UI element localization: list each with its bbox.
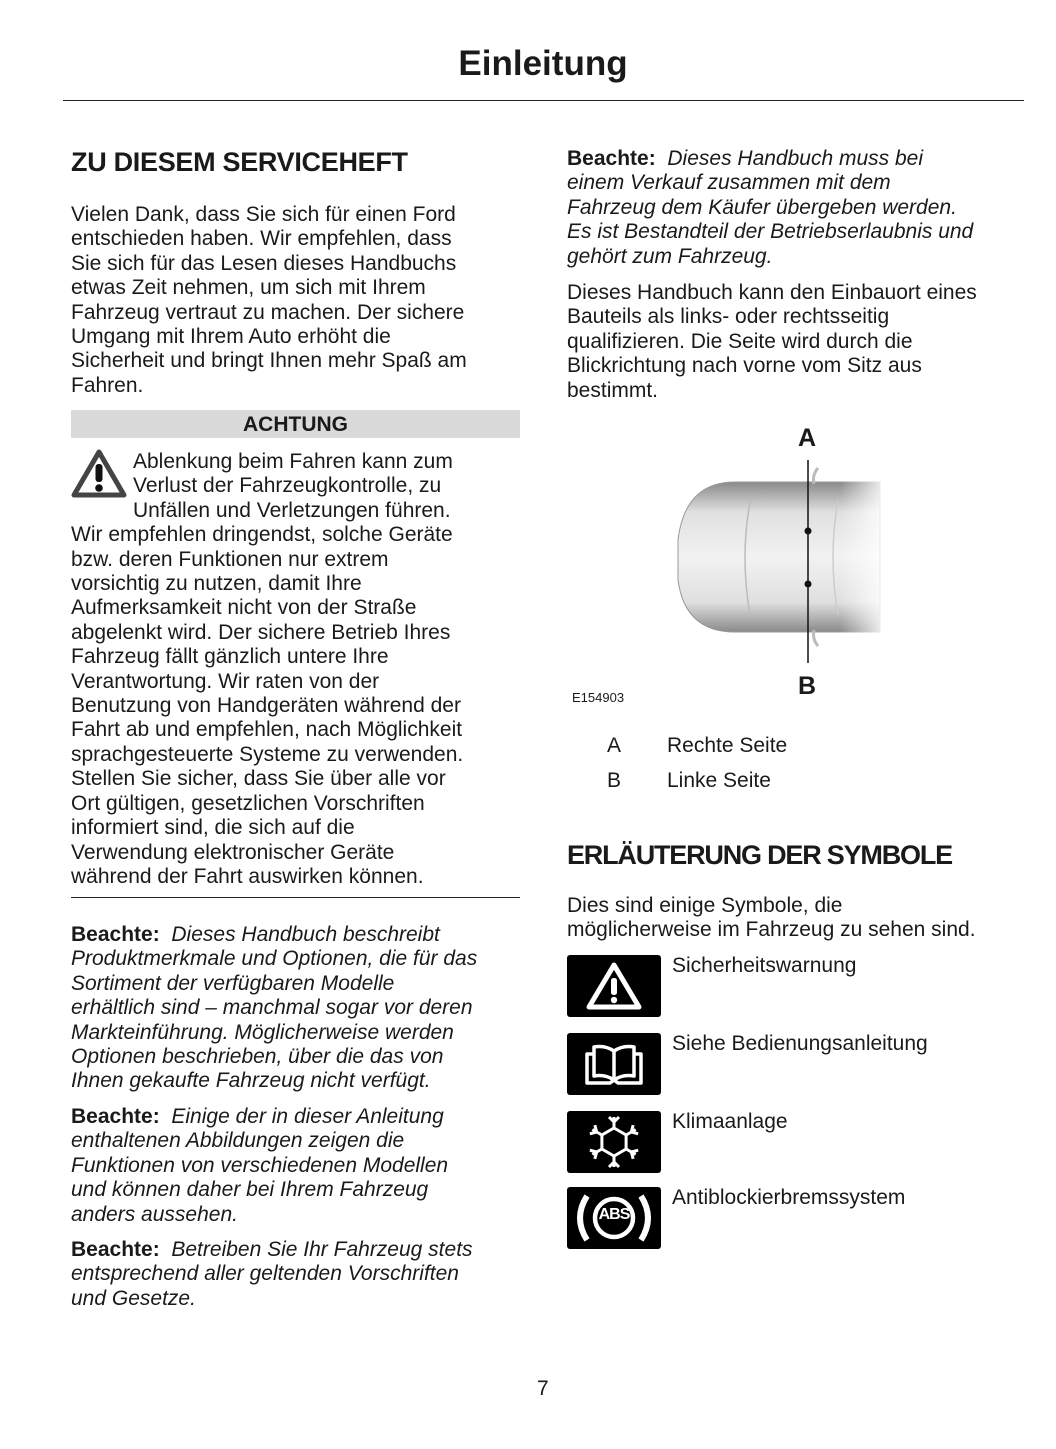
header-rule [63, 100, 1024, 101]
text-line: Optionen beschrieben, über die das von [71, 1045, 444, 1069]
text-line: Fahren. [71, 373, 144, 397]
text-line: Dies sind einige Symbole, die [567, 894, 843, 917]
abs-icon [567, 1187, 661, 1249]
note-3 [71, 1238, 473, 1311]
note-first-line [567, 147, 973, 171]
text-line: qualifizieren. Die Seite wird durch die [567, 329, 913, 353]
text-line: Verantwortung. Wir raten von der [71, 669, 380, 693]
text-line: Sicherheit und bringt Ihnen mehr Spaß am [71, 349, 467, 373]
text-line: Fahrzeug dem Käufer übergeben werden. [567, 195, 957, 219]
warning-end-rule [71, 897, 520, 898]
note-label: Beachte: [567, 147, 656, 170]
figure-label-b: B [798, 672, 817, 700]
text-line: Fahrt ab und empfehlen, nach Möglichkeit [71, 718, 463, 742]
text-line: Markteinführung. Möglicherweise werden [71, 1020, 454, 1044]
section-heading-symbole: ERLÄUTERUNG DER SYMBOLE [567, 840, 952, 870]
text-line: Fahrzeug fällt gänzlich untere Ihre [71, 645, 389, 669]
text-line: Es ist Bestandteil der Betriebserlaubnis und [567, 220, 974, 244]
text-line: vorsichtig zu nutzen, damit Ihre [71, 572, 362, 596]
text-line: Blickrichtung nach vorne vom Sitz aus [567, 354, 922, 378]
note-label: Beachte: [71, 1105, 160, 1128]
car-top-view-illustration [560, 420, 890, 710]
text-line: Produktmerkmale und Optionen, die für das [71, 947, 478, 971]
legend-key-b: B [607, 769, 622, 792]
text-line: Verwendung elektronischer Geräte [71, 840, 395, 864]
owner-manual-icon [567, 1033, 661, 1095]
text-line: Sie sich für das Lesen dieses Handbuchs [71, 251, 457, 275]
text-line: während der Fahrt auswirken können. [71, 864, 424, 888]
symbol-label-safety: Sicherheitswarnung [672, 954, 857, 977]
text-line: etwas Zeit nehmen, um sich mit Ihrem [71, 276, 426, 300]
text-line: Ort gültigen, gesetzlichen Vorschriften [71, 791, 425, 815]
note-text: Dieses Handbuch muss bei [667, 147, 924, 170]
text-line: Vielen Dank, dass Sie sich für einen Ford [71, 203, 456, 226]
text-line: abgelenkt wird. Der sichere Betrieb Ihres [71, 620, 451, 644]
safety-warning-icon [567, 955, 661, 1017]
text-line: und können daher bei Ihrem Fahrzeug [71, 1178, 429, 1202]
section-heading-serviceheft: ZU DIESEM SERVICEHEFT [71, 147, 408, 177]
note-first-line [71, 1105, 448, 1129]
note-text: Dieses Handbuch beschreibt [171, 923, 440, 946]
text-line: bestimmt. [567, 378, 659, 402]
warning-title: ACHTUNG [71, 410, 520, 438]
side-paragraph [567, 281, 977, 403]
warning-text [71, 450, 463, 889]
text-line: Funktionen von verschiedenen Modellen [71, 1153, 449, 1177]
note-2 [71, 1105, 448, 1227]
page-title: Einleitung [458, 44, 628, 83]
text-line: Unfällen und Verletzungen führen. [133, 498, 451, 522]
text-line: entschieden haben. Wir empfehlen, dass [71, 227, 452, 251]
text-line: enthaltenen Abbildungen zeigen die [71, 1129, 405, 1153]
text-line: Ablenkung beim Fahren kann zum [133, 450, 453, 473]
right-side-point [805, 528, 812, 535]
left-side-point [805, 581, 812, 588]
note-label: Beachte: [71, 923, 160, 946]
text-line: sprachgesteuerte Systeme zu verwenden. [71, 742, 464, 766]
text-line: Ihnen gekaufte Fahrzeug nicht verfügt. [71, 1069, 431, 1093]
text-line: Umgang mit Ihrem Auto erhöht die [71, 325, 391, 349]
page-number: 7 [537, 1377, 549, 1400]
text-line: einem Verkauf zusammen mit dem [567, 171, 891, 195]
text-line: Dieses Handbuch kann den Einbauort eines [567, 281, 977, 304]
intro-paragraph [71, 203, 467, 398]
text-line: Verlust der Fahrzeugkontrolle, zu [133, 474, 442, 498]
text-line: Sortiment der verfügbaren Modelle [71, 971, 395, 995]
text-line: Wir empfehlen dringendst, solche Geräte [71, 523, 453, 547]
symbol-label-manual: Siehe Bedienungsanleitung [672, 1032, 928, 1055]
text-line: bzw. deren Funktionen nur extrem [71, 547, 389, 571]
abs-icon-text: ABS [598, 1206, 630, 1223]
car-side-diagram [560, 420, 890, 710]
text-line: Aufmerksamkeit nicht von der Straße [71, 596, 417, 620]
text-line: anders aussehen. [71, 1202, 238, 1226]
note-first-line [71, 923, 477, 947]
text-line: Fahrzeug vertraut zu machen. Der sichere [71, 300, 465, 324]
climate-snowflake-icon [567, 1111, 661, 1173]
symbol-label-climate: Klimaanlage [672, 1110, 788, 1133]
text-line: entsprechend aller geltenden Vorschriften [71, 1262, 459, 1286]
note-text: Einige der in dieser Anleitung [171, 1105, 444, 1128]
text-line: informiert sind, die sich auf die [71, 816, 355, 840]
text-line: und Gesetze. [71, 1286, 196, 1310]
note-first-line [71, 1238, 473, 1262]
text-line: Bauteils als links- oder rechtsseitig [567, 305, 890, 329]
legend-text-a: Rechte Seite [667, 734, 788, 757]
note-1 [71, 923, 477, 1094]
figure-code: E154903 [572, 690, 625, 705]
legend-key-a: A [607, 734, 622, 757]
text-line: möglicherweise im Fahrzeug zu sehen sind. [567, 918, 976, 942]
figure-label-a: A [798, 424, 817, 452]
text-line: gehört zum Fahrzeug. [567, 244, 773, 268]
text-line: Benutzung von Handgeräten während der [71, 694, 461, 718]
note-text: Betreiben Sie Ihr Fahrzeug stets [171, 1238, 473, 1261]
note-handover [567, 147, 973, 269]
symbol-label-abs: Antiblockierbremssystem [672, 1186, 906, 1209]
legend-text-b: Linke Seite [667, 769, 771, 792]
note-label: Beachte: [71, 1238, 160, 1261]
text-line: Stellen Sie sicher, dass Sie über alle vor [71, 767, 446, 791]
text-line: erhältlich sind – manchmal sogar vor deren [71, 996, 473, 1020]
symbols-intro [567, 894, 976, 943]
